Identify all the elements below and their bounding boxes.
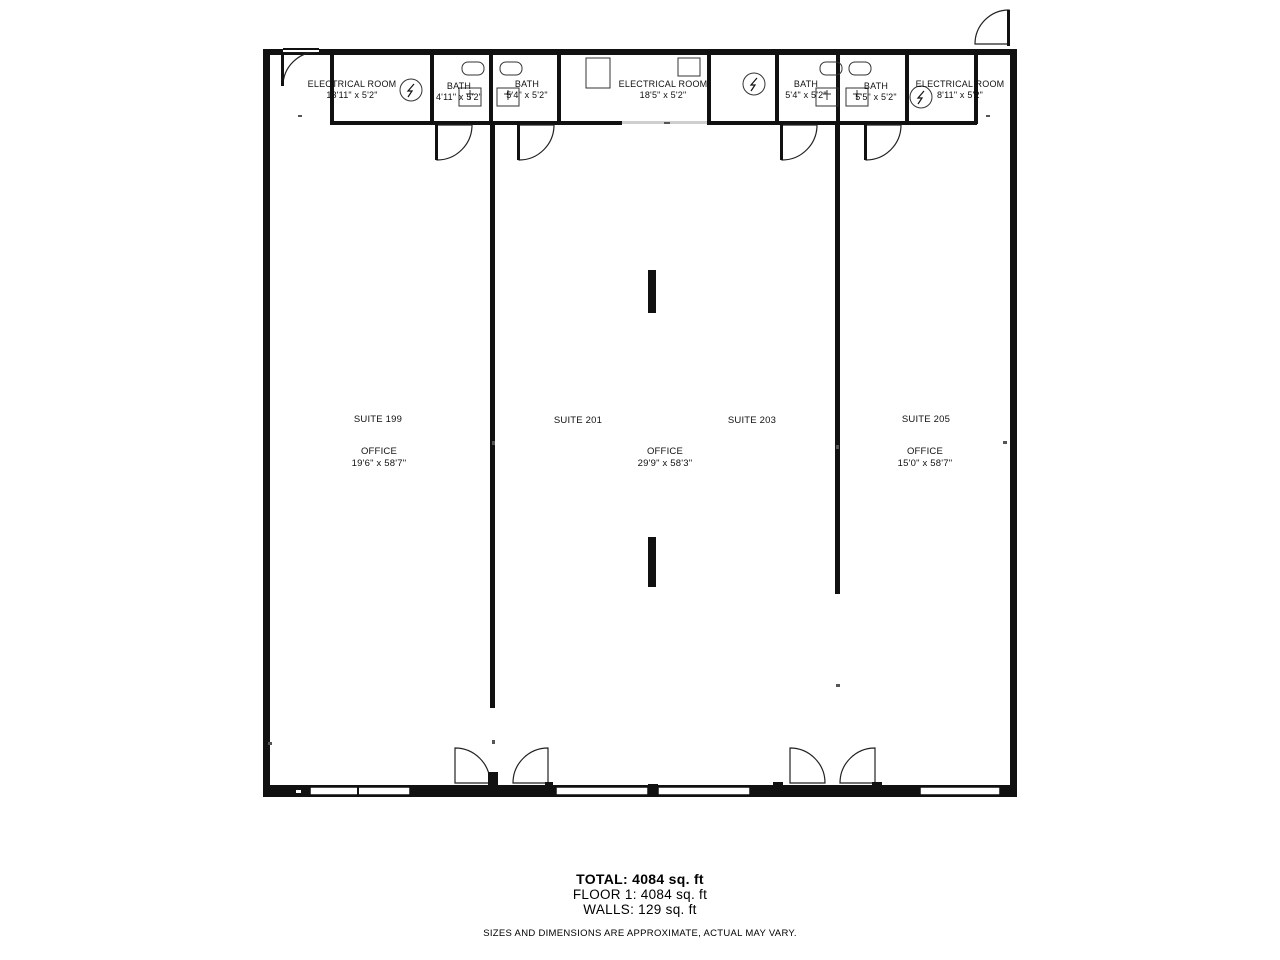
- suite-label-199: SUITE 199: [353, 414, 403, 425]
- office-dims: 15'0" x 58'7": [897, 457, 953, 469]
- room-dims: 5'4" x 5'2": [506, 90, 548, 101]
- interior-swing-doors: [437, 125, 901, 160]
- summary-total: TOTAL: 4084 sq. ft: [576, 871, 704, 887]
- suite-label-203: SUITE 203: [727, 415, 777, 426]
- room-dims: 5'5" x 5'2": [855, 92, 897, 103]
- room-name: BATH: [446, 81, 472, 91]
- office-name: OFFICE: [646, 446, 684, 457]
- summary-disclaimer: SIZES AND DIMENSIONS ARE APPROXIMATE, ACTUAL MAY VARY.: [483, 928, 797, 939]
- office-dims: 29'9" x 58'3": [637, 457, 693, 469]
- room-name: ELECTRICAL ROOM: [618, 79, 708, 89]
- room-name: ELECTRICAL ROOM: [307, 79, 397, 89]
- office-dims: 19'6" x 58'7": [351, 457, 407, 469]
- room-dims: 18'5" x 5'2": [639, 90, 687, 101]
- room-label-bath-3: [766, 79, 846, 102]
- office-label-201: [595, 446, 735, 470]
- office-label-205: [855, 446, 995, 470]
- office-label-199: [309, 446, 449, 470]
- room-dims: 8'11" x 5'2": [936, 90, 984, 101]
- summary-walls: WALLS: 129 sq. ft: [583, 902, 697, 917]
- room-label-electrical-room-1: [272, 79, 432, 102]
- suite-label-201: SUITE 201: [553, 415, 603, 426]
- room-name: BATH: [514, 79, 540, 89]
- room-name: BATH: [863, 81, 889, 91]
- room-label-electrical-room-3: [880, 79, 1040, 102]
- storefront-entry-doors: [455, 748, 875, 783]
- room-dims: 13'11" x 5'2": [326, 90, 378, 101]
- room-label-bath-2: [487, 79, 567, 102]
- room-dims: 5'4" x 5'2": [785, 90, 827, 101]
- room-label-electrical-room-2: [583, 79, 743, 102]
- room-dims: 4'11" x 5'2": [435, 92, 483, 103]
- summary-floor-1: FLOOR 1: 4084 sq. ft: [572, 887, 708, 902]
- top-right-entry-door: [975, 10, 1011, 49]
- office-name: OFFICE: [906, 446, 944, 457]
- suite-label-205: SUITE 205: [901, 414, 951, 425]
- electrical-symbol-2: [743, 73, 765, 95]
- room-name: BATH: [793, 79, 819, 89]
- room-name: ELECTRICAL ROOM: [915, 79, 1005, 89]
- interior-door-panels: [435, 124, 867, 160]
- office-name: OFFICE: [360, 446, 398, 457]
